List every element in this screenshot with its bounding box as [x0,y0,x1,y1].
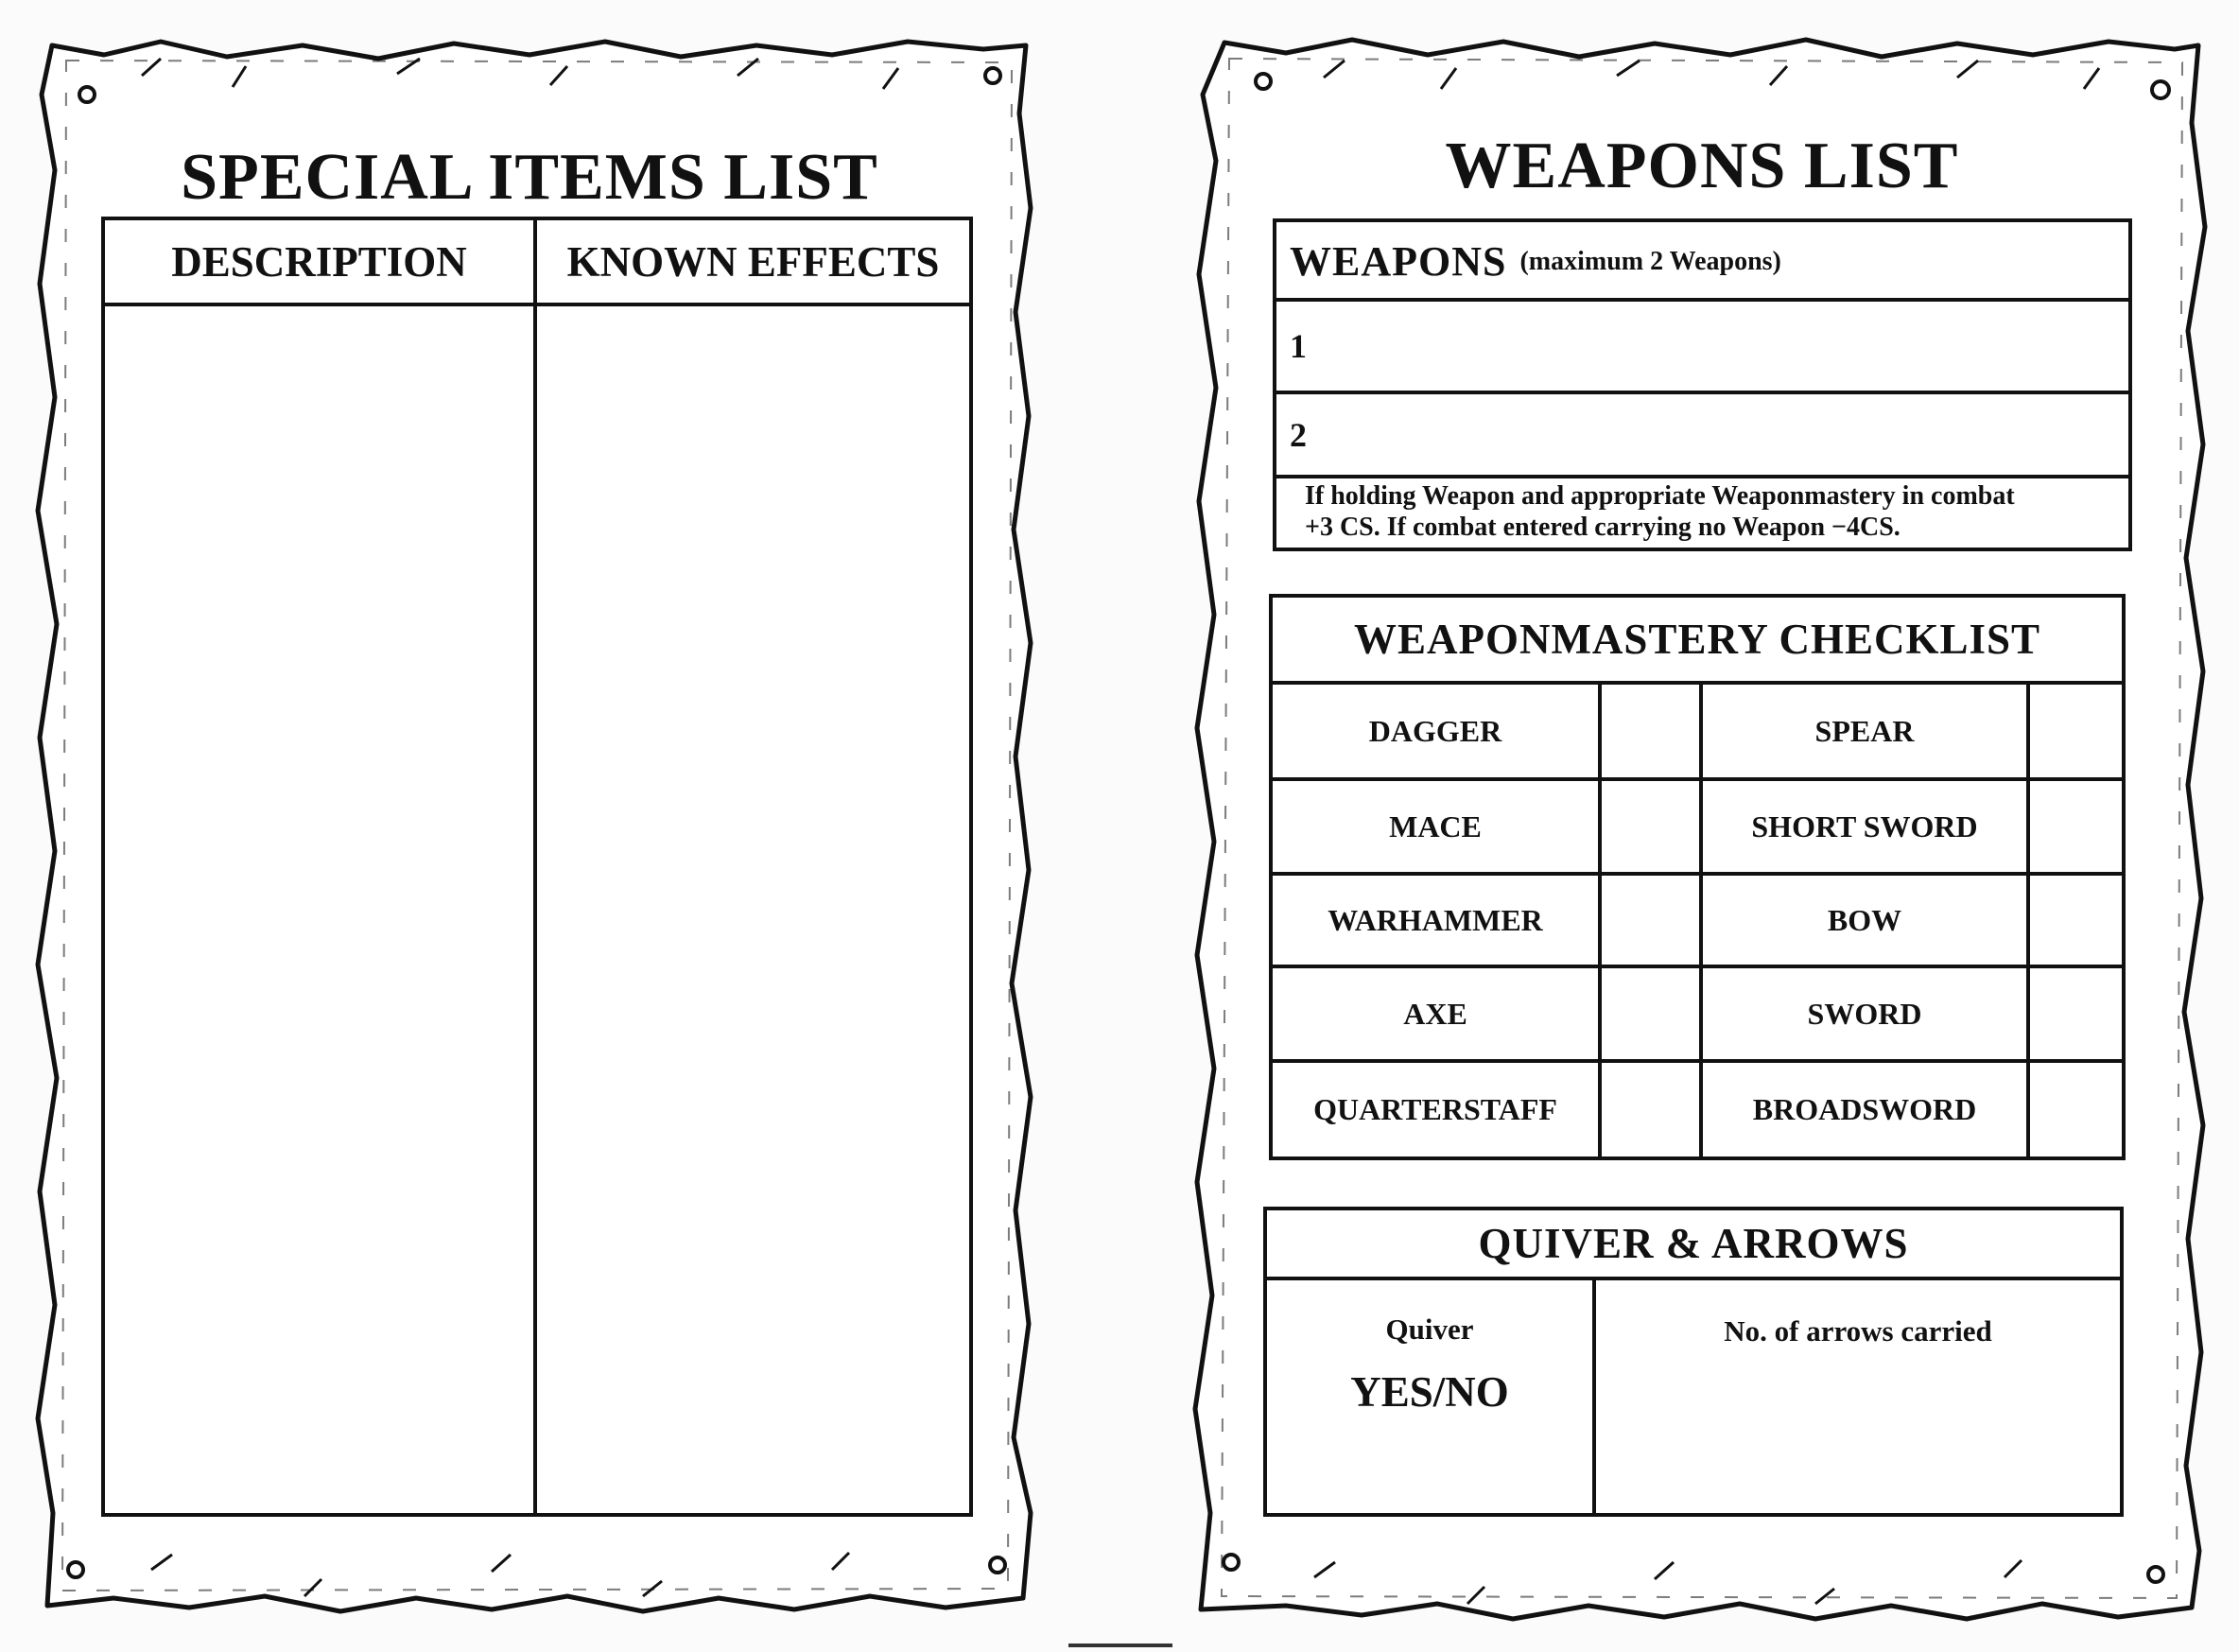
page-title: WEAPONS LIST [1445,130,1959,202]
weapons-limit-note: (maximum 2 Weapons) [1519,246,1781,276]
weapon-name-warhammer: WARHAMMER [1328,902,1543,937]
weapons-sheet [1172,0,2239,1652]
weapons-heading [1290,225,1781,298]
checkbox-sword[interactable] [2030,968,2122,1059]
weapon-rule-divider [1273,475,2132,478]
checkbox-dagger[interactable] [1602,685,1699,777]
weapon-name-mace: MACE [1389,809,1482,843]
weapon-slot-1[interactable] [1276,302,2128,391]
checkbox-axe[interactable] [1602,968,1699,1059]
checkbox-short-sword[interactable] [2030,781,2122,872]
weapon-rule-line-2: +3 CS. If combat entered carrying no Weapon −4CS. [1305,513,1901,542]
weapon-name-quarterstaff: QUARTERSTAFF [1313,1092,1557,1126]
known-effects-field[interactable] [537,306,969,1513]
checkbox-spear[interactable] [2030,685,2122,777]
arrows-field[interactable] [1596,1280,2120,1513]
column-header-description: DESCRIPTION [171,237,467,286]
weapon-name-sword: SWORD [1807,996,1922,1031]
weapon-name-spear: SPEAR [1814,713,1915,748]
special-items-sheet [0,0,1068,1652]
column-header-known-effects: KNOWN EFFECTS [566,237,940,286]
weapon-rule-line-1: If holding Weapon and appropriate Weaponmastery in combat [1305,481,2015,511]
weapon-slot-2-number: 2 [1290,415,1307,454]
arrows-label: No. of arrows carried [1724,1314,1992,1348]
quiver-title: QUIVER & ARROWS [1478,1220,1909,1267]
weaponmastery-title: WEAPONMASTERY CHECKLIST [1353,616,2041,663]
checkbox-quarterstaff[interactable] [1602,1063,1699,1156]
quiver-yes-no: YES/NO [1350,1368,1509,1416]
checkbox-mace[interactable] [1602,781,1699,872]
weapons-heading-label: WEAPONS [1290,238,1507,285]
page-title: SPECIAL ITEMS LIST [181,141,878,214]
weapon-slot-2[interactable] [1276,394,2128,475]
weapon-name-short-sword: SHORT SWORD [1751,809,1978,843]
checkbox-bow[interactable] [2030,876,2122,965]
checkbox-broadsword[interactable] [2030,1063,2122,1156]
quiver-label: Quiver [1385,1313,1474,1346]
bottom-scan-mark [1068,1643,1172,1647]
weapon-name-bow: BOW [1827,902,1902,937]
weapon-name-broadsword: BROADSWORD [1752,1092,1977,1126]
description-field[interactable] [105,306,533,1513]
weapon-rule-text [1305,480,2118,543]
quiver-field[interactable] [1267,1280,1592,1513]
weapon-name-dagger: DAGGER [1368,713,1502,748]
weapon-slot-1-number: 1 [1290,327,1307,365]
checkbox-warhammer[interactable] [1602,876,1699,965]
weapon-name-axe: AXE [1403,996,1467,1031]
